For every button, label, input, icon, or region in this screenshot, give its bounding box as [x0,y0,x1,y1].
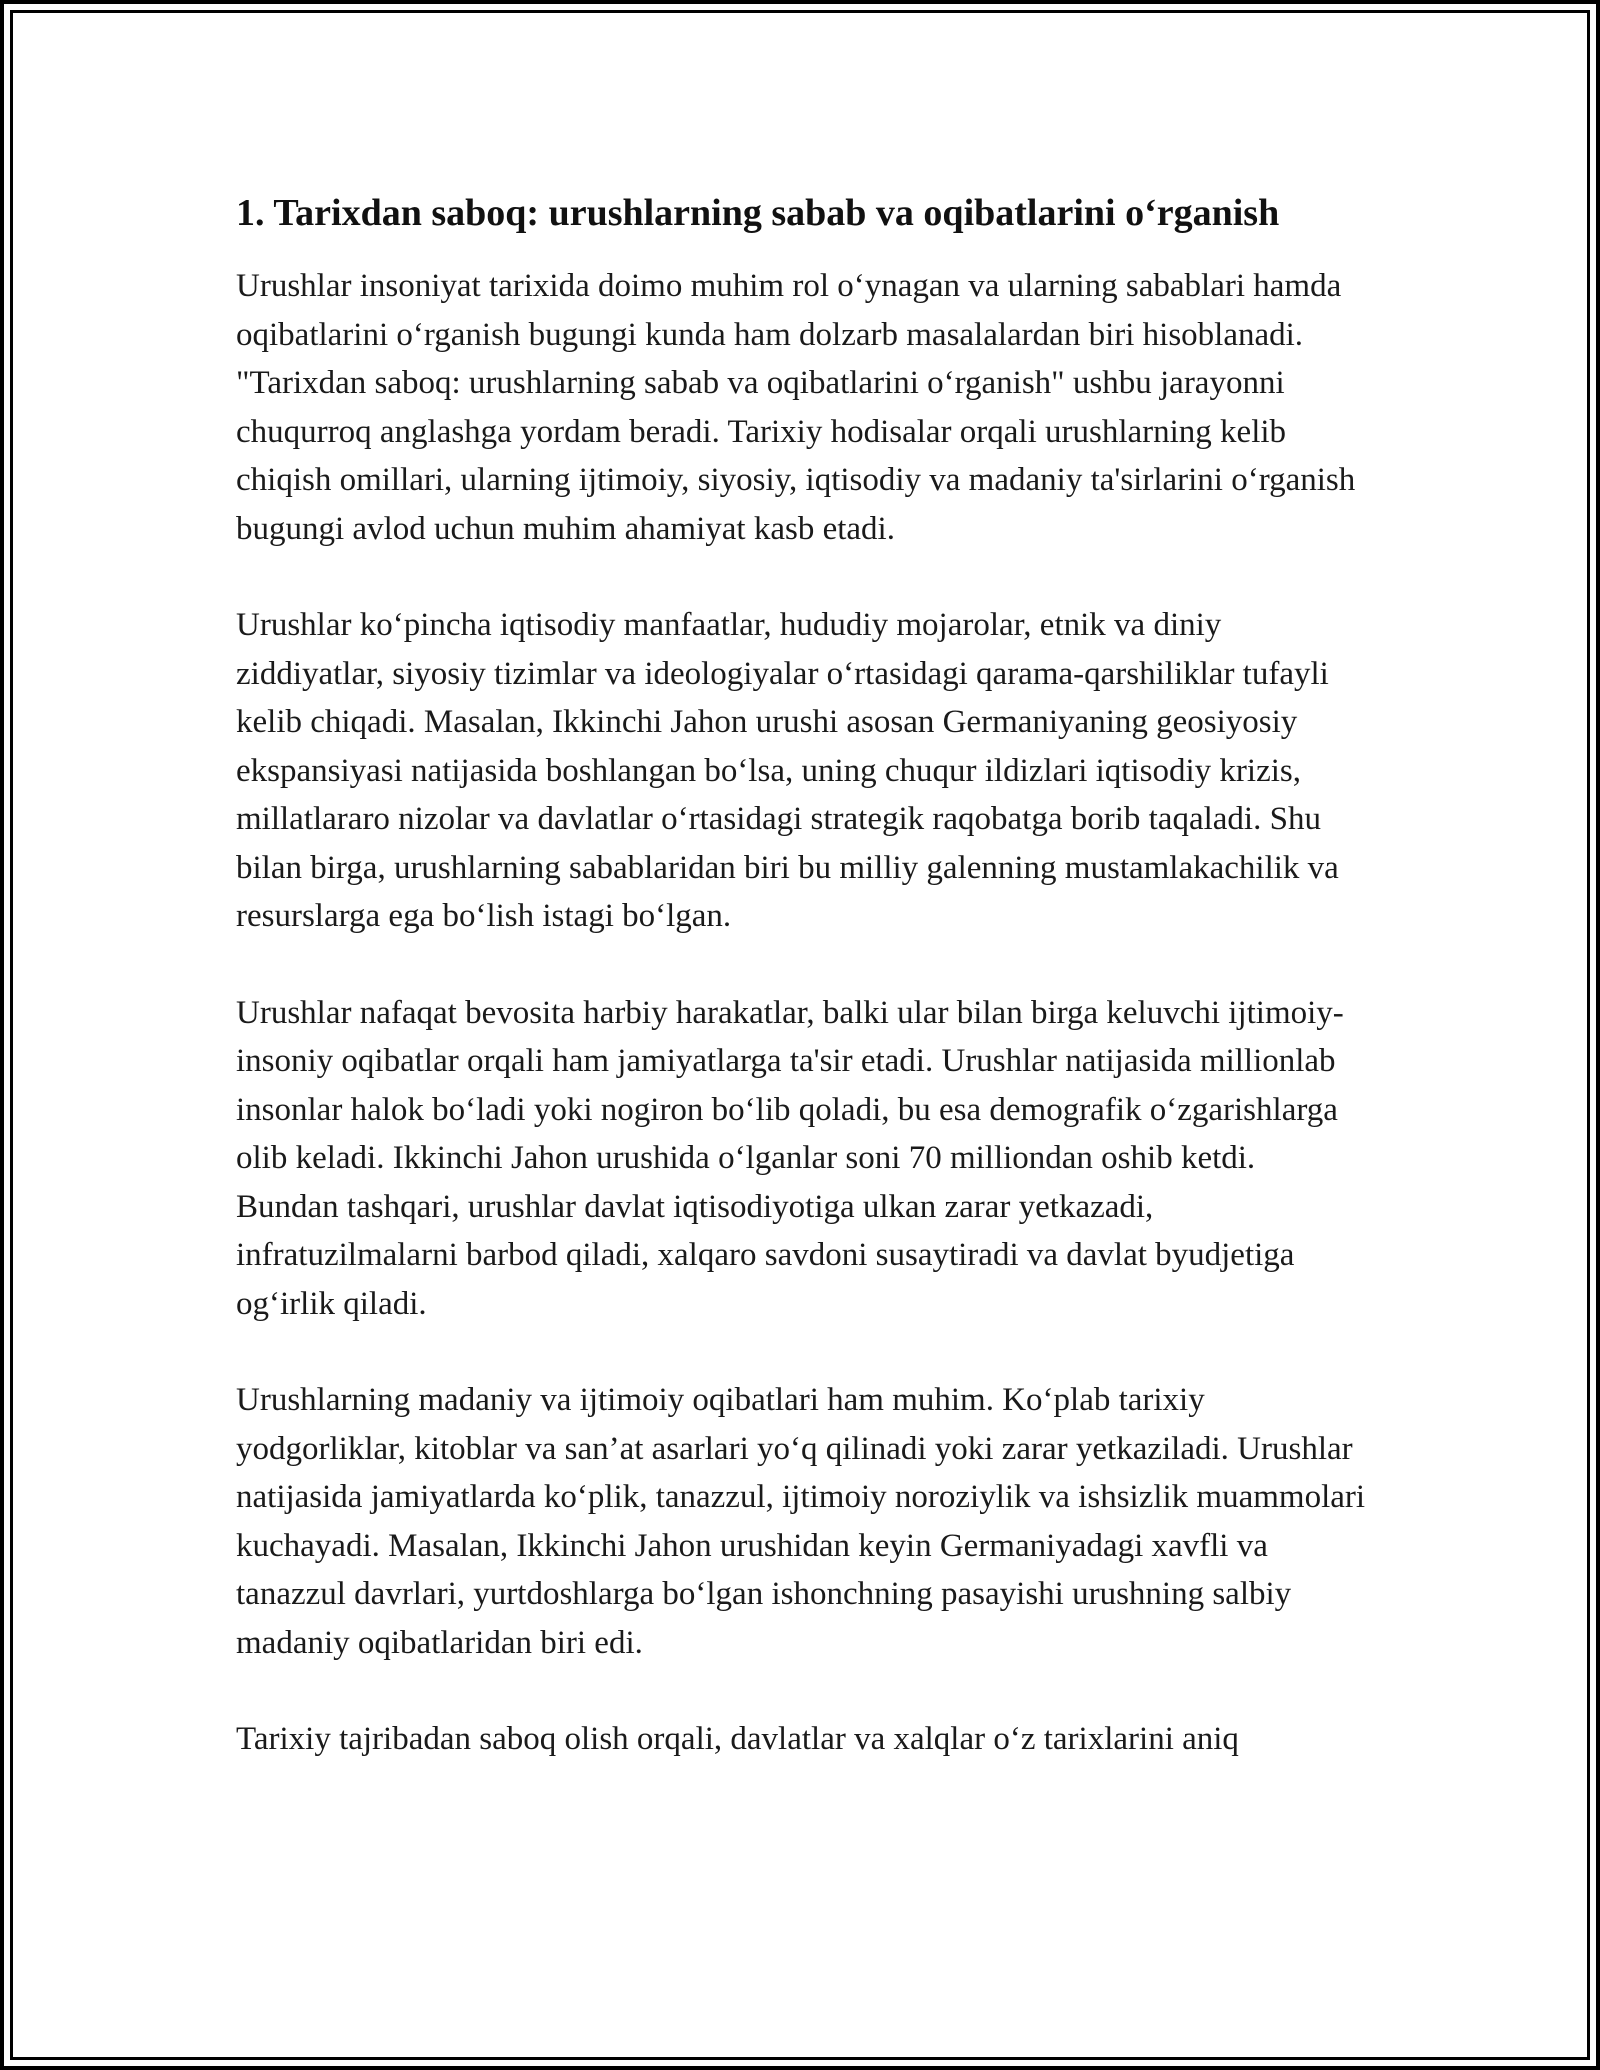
document-body [236,186,1366,1812]
paragraph-5: Tarixiy tajribadan saboq olish orqali, davlatlar va xalqlar o‘z tarixlarini aniq [236,1721,1239,1757]
paragraph-1: Urushlar insoniyat tarixida doimo muhim rol o‘ynagan va ularning sabablari hamda oqibatlarini o‘rganish bugungi kunda ham dolzarb masalalardan biri hisoblanadi. "Tarixdan saboq: urushlarning sabab va oqibatlarini o‘rganish" ushbu jarayonni chuqurroq anglashga yordam beradi. Tarixiy hodisalar orqali urushlarning kelib chiqish omillari, ularning ijtimoiy, siyosiy, iqtisodiy va madaniy ta'sirlarini o‘rganish bugungi avlod uchun muhim ahamiyat kasb etadi. [236,268,1356,547]
section-title: 1. Tarixdan saboq: urushlarning sabab va oqibatlarini o‘rganish [236,192,1280,234]
paragraph-3: Urushlar nafaqat bevosita harbiy harakatlar, balki ular bilan birga keluvchi ijtimoiy-insoniy oqibatlar orqali ham jamiyatlarga ta'sir etadi. Urushlar natijasida millionlab insonlar halok bo‘ladi yoki nogiron bo‘lib qoladi, bu esa demografik o‘zgarishlarga olib keladi. Ikkinchi Jahon urushida o‘lganlar soni 70 milliondan oshib ketdi. Bundan tashqari, urushlar davlat iqtisodiyotiga ulkan zarar yetkazadi, infratuzilmalarni barbod qiladi, xalqaro savdoni susaytiradi va davlat byudjetiga og‘irlik qiladi. [236,994,1344,1322]
paragraph-4: Urushlarning madaniy va ijtimoiy oqibatlari ham muhim. Ko‘plab tarixiy yodgorliklar, kitoblar va san’at asarlari yo‘q qilinadi yoki zarar yetkaziladi. Urushlar natijasida jamiyatlarda ko‘plik, tanazzul, ijtimoiy noroziylik va ishsizlik muammolari kuchayadi. Masalan, Ikkinchi Jahon urushidan keyin Germaniyadagi xavfli va tanazzul davrlari, yurtdoshlarga bo‘lgan ishonchning pasayishi urushning salbiy madaniy oqibatlaridan biri edi. [236,1382,1366,1661]
paragraph-2: Urushlar ko‘pincha iqtisodiy manfaatlar, hududiy mojarolar, etnik va diniy ziddiyatlar, siyosiy tizimlar va ideologiyalar o‘rtasidagi qarama-qarshiliklar tufayli kelib chiqadi. Masalan, Ikkinchi Jahon urushi asosan Germaniyaning geosiyosiy ekspansiyasi natijasida boshlangan bo‘lsa, uning chuqur ildizlari iqtisodiy krizis, millatlararo nizolar va davlatlar o‘rtasidagi strategik raqobatga borib taqaladi. Shu bilan birga, urushlarning sabablaridan biri bu milliy galenning mustamlakachilik va resurslarga ega bo‘lish istagi bo‘lgan. [236,607,1339,934]
